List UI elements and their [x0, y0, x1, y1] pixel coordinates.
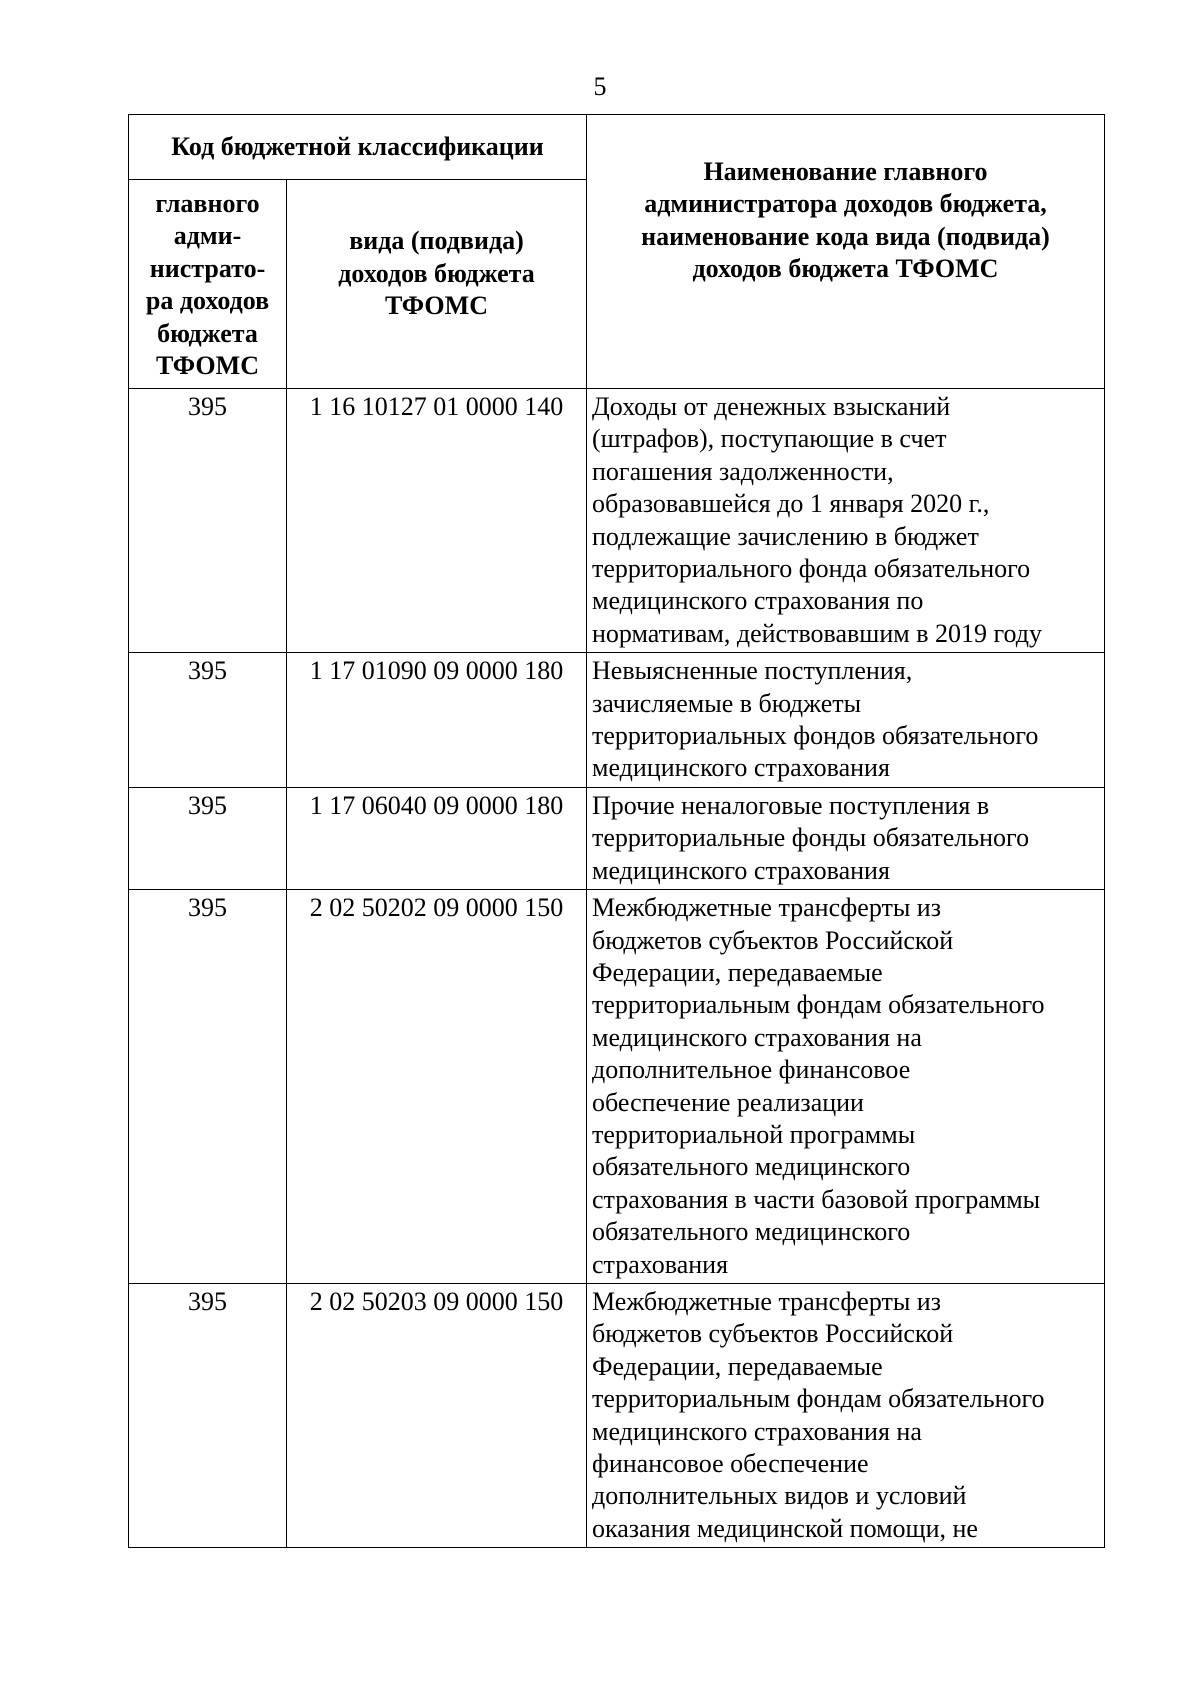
- header-row-group: [129, 115, 1105, 180]
- income-name-line: погашения задолженности,: [592, 456, 894, 486]
- income-kind-code-cell: 2 02 50203 09 0000 150: [287, 1283, 587, 1547]
- income-name-line: Федерации, передаваемые: [592, 1351, 883, 1381]
- table-row: [129, 1283, 1105, 1547]
- income-name-line: страхования в части базовой программы: [592, 1184, 1041, 1214]
- budget-classification-table: [128, 114, 1105, 1548]
- page-number: 5: [593, 72, 607, 101]
- income-name-line: территориального фонда обязательного: [592, 554, 1031, 584]
- header-admin-line: нистрато-: [149, 253, 266, 283]
- income-name-cell: [587, 787, 1105, 889]
- income-name-line: Межбюджетные трансферты из: [592, 893, 941, 923]
- header-kind-line: доходов бюджета: [338, 258, 535, 288]
- header-name-line: наименование кода вида (подвида): [641, 221, 1050, 251]
- table-body: [129, 389, 1105, 1548]
- income-name-line: медицинского страхования по: [592, 586, 924, 616]
- income-name-line: Доходы от денежных взысканий: [592, 392, 951, 421]
- table-row: [129, 653, 1105, 788]
- income-name-line: обеспечение реализации: [592, 1087, 864, 1117]
- income-name-line: медицинского страхования на: [592, 1416, 922, 1446]
- table-row: [129, 389, 1105, 653]
- header-admin-line: бюджета: [157, 318, 258, 348]
- income-name-line: оказания медицинской помощи, не: [592, 1513, 978, 1543]
- income-name-line: Межбюджетные трансферты из: [592, 1286, 941, 1316]
- income-name-line: дополнительных видов и условий: [592, 1481, 967, 1511]
- income-name-line: Невыясненные поступления,: [592, 656, 913, 686]
- income-kind-code-cell: 1 17 06040 09 0000 180: [287, 787, 587, 889]
- income-name-line: Федерации, передаваемые: [592, 957, 883, 987]
- income-name-line: страхования: [592, 1249, 729, 1279]
- income-name-line: образовавшейся до 1 января 2020 г.,: [592, 489, 990, 519]
- header-admin-line: адми-: [173, 221, 242, 251]
- income-name-line: нормативам, действовавшим в 2019 году: [592, 618, 1042, 648]
- admin-code-cell: 395: [129, 787, 287, 889]
- admin-code-cell: 395: [129, 653, 287, 788]
- income-name-line: обязательного медицинского: [592, 1217, 911, 1247]
- income-name-line: бюджетов субъектов Российской: [592, 925, 954, 955]
- income-name-line: Прочие неналоговые поступления в: [592, 790, 990, 820]
- income-name-cell: [587, 890, 1105, 1284]
- header-name-line: Наименование главного: [703, 156, 988, 186]
- header-kind-line: вида (подвида): [349, 226, 524, 256]
- income-name-cell: [587, 389, 1105, 653]
- income-name-line: территориальной программы: [592, 1119, 916, 1149]
- income-name-line: (штрафов), поступающие в счет: [592, 424, 947, 454]
- header-kind-line: ТФОМС: [385, 291, 488, 321]
- income-kind-code-cell: 2 02 50202 09 0000 150: [287, 890, 587, 1284]
- income-name-line: бюджетов субъектов Российской: [592, 1319, 954, 1349]
- income-name-line: медицинского страхования: [592, 855, 890, 885]
- income-name-line: территориальным фондам обязательного: [592, 990, 1045, 1020]
- header-name-column: [587, 115, 1105, 389]
- income-name-line: территориальным фондам обязательного: [592, 1384, 1045, 1414]
- table-row: [129, 890, 1105, 1284]
- admin-code-cell: 395: [129, 389, 287, 653]
- income-name-line: финансовое обеспечение: [592, 1449, 869, 1478]
- header-kind-column: [287, 180, 587, 389]
- header-name-line: доходов бюджета ТФОМС: [692, 253, 999, 283]
- header-admin-line: ТФОМС: [156, 351, 259, 381]
- header-budget-classification-code: Код бюджетной классификации: [129, 115, 587, 180]
- table-row: [129, 787, 1105, 889]
- header-name-line: администратора доходов бюджета,: [644, 189, 1047, 219]
- header-admin-line: главного: [155, 189, 260, 218]
- income-name-cell: [587, 653, 1105, 788]
- income-name-line: дополнительное финансовое: [592, 1055, 911, 1085]
- income-kind-code-cell: 1 16 10127 01 0000 140: [287, 389, 587, 653]
- header-admin-line: ра доходов: [145, 286, 270, 316]
- income-name-line: зачисляемые в бюджеты: [592, 688, 862, 718]
- income-name-line: подлежащие зачислению в бюджет: [592, 521, 979, 551]
- income-name-line: территориальные фонды обязательного: [592, 823, 1030, 853]
- income-name-cell: [587, 1283, 1105, 1547]
- admin-code-cell: 395: [129, 1283, 287, 1547]
- admin-code-cell: 395: [129, 890, 287, 1284]
- income-kind-code-cell: 1 17 01090 09 0000 180: [287, 653, 587, 788]
- income-name-line: территориальных фондов обязательного: [592, 721, 1039, 751]
- header-admin-column: [129, 180, 287, 389]
- income-name-line: медицинского страхования на: [592, 1022, 922, 1052]
- income-name-line: обязательного медицинского: [592, 1152, 911, 1182]
- income-name-line: медицинского страхования: [592, 753, 890, 783]
